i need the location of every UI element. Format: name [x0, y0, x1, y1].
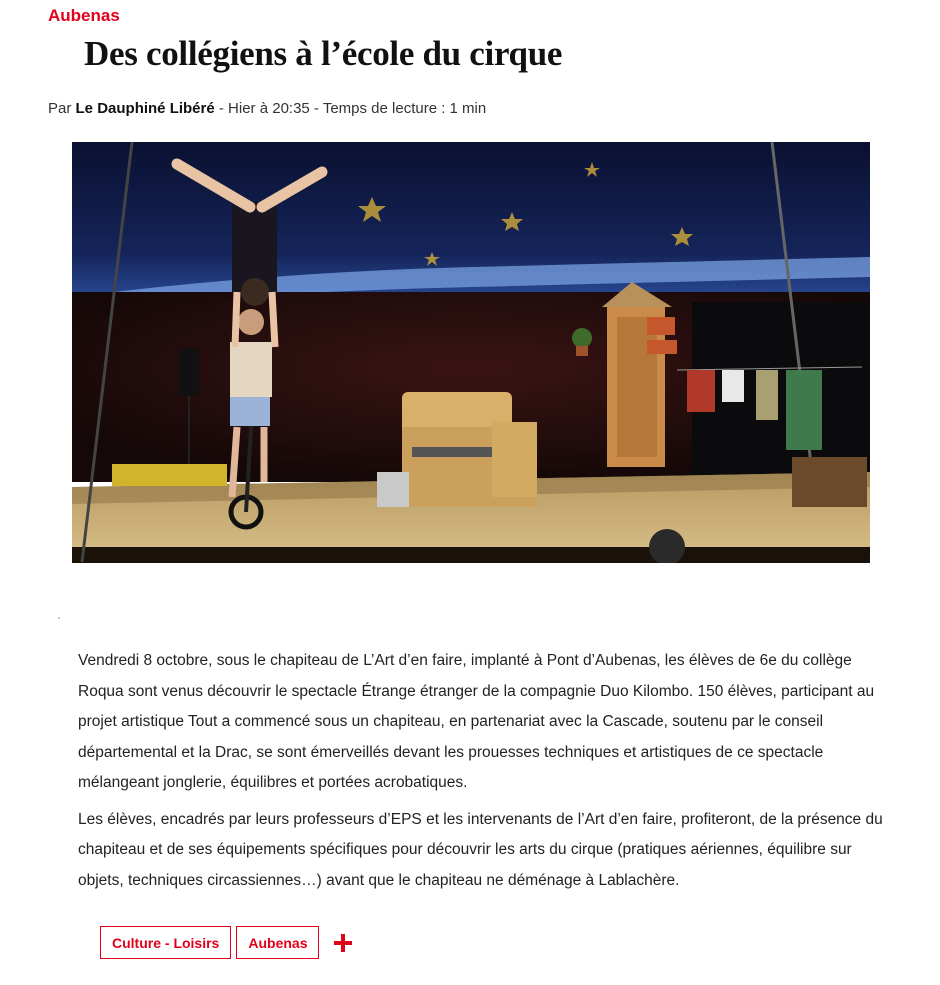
article-paragraph: Les élèves, encadrés par leurs professeurs d’EPS et les intervenants de l’Art d’en faire, profiteront, de la présence du chapiteau et de ses équipements spécifiques pour découvrir les arts du cirque (pratiques aériennes, équilibre sur objets, techniques circassiennes…) avant que le chapiteau ne déménage à Lablachère. — [78, 810, 883, 889]
byline-author[interactable]: Le Dauphiné Libéré — [75, 100, 215, 117]
article-paragraph: Vendredi 8 octobre, sous le chapiteau de L’Art d’en faire, implanté à Pont d’Aubenas, les élèves de 6e du collège Roqua sont venus découvrir le spectacle Étrange étranger de la compagnie Duo Kilombo. 150 élèves, participant au projet artistique Tout a commencé sous un chapiteau, en partenariat avec la Cascade, soutenu par le conseil départemental et la Drac, se sont émerveillés devant les prouesses techniques et artistiques de ce spectacle mélangeant jonglerie, équilibres et portées acrobatiques. — [78, 652, 875, 791]
article-category[interactable]: Aubenas — [48, 6, 120, 25]
tag-aubenas[interactable]: Aubenas — [236, 926, 319, 959]
byline-meta: - Hier à 20:35 - Temps de lecture : 1 min — [218, 100, 487, 117]
article-photo — [72, 142, 870, 563]
tag-culture-loisirs[interactable]: Culture - Loisirs — [100, 926, 231, 959]
tag-list — [100, 926, 352, 959]
divider-dot — [58, 617, 60, 619]
article-title: Des collégiens à l’école du cirque — [84, 34, 563, 73]
plus-icon[interactable] — [334, 934, 352, 952]
article-byline — [48, 100, 486, 117]
byline-prefix: Par — [48, 100, 72, 117]
article-body — [78, 646, 898, 902]
